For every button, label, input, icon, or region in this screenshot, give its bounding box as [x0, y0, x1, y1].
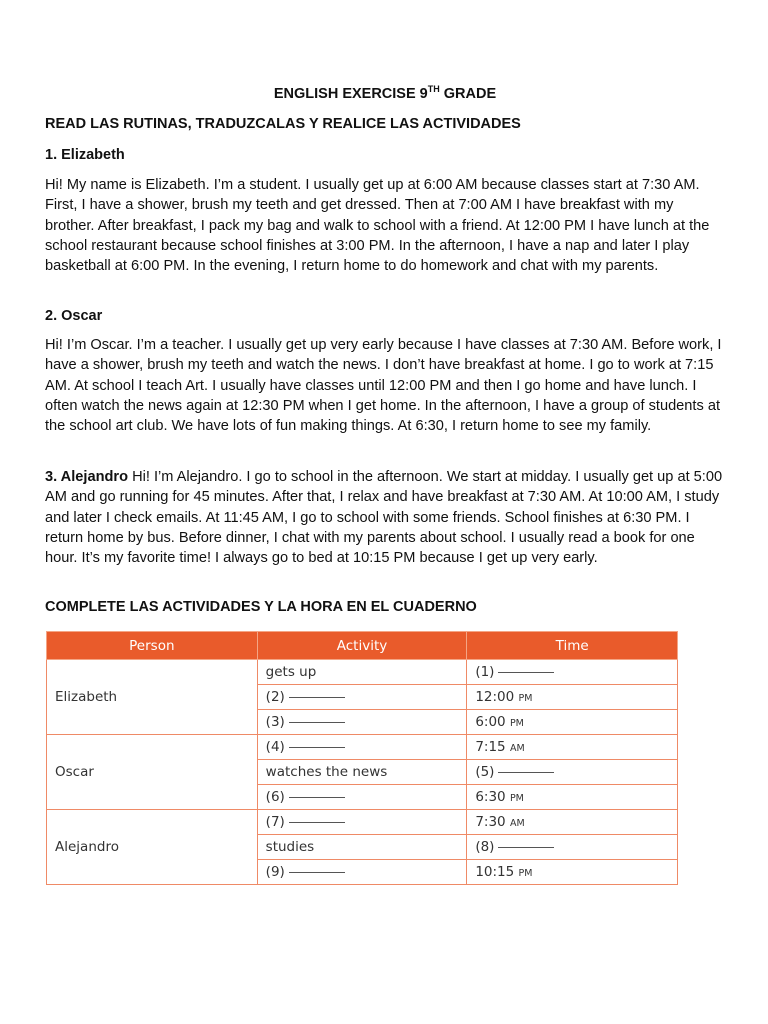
table-header-row	[47, 632, 678, 660]
paragraph-alejandro-text: Hi! I’m Alejandro. I go to school in the afternoon. We start at midday. I usually get up at 5:00 AM and go running for 45 minutes. After that, I relax and have breakfast at 7:30 AM. At 10:00 AM, I study and later I check emails. At 11:45 AM, I go to school with some friends. School finishes at 6:30 PM. I return home by bus. Before dinner, I chat with my parents about school. I usually read a book for one hour. It’s my favorite time! I always go to bed at 10:15 PM because I get up very early.	[45, 469, 723, 567]
instruction-read: READ LAS RUTINAS, TRADUZCALAS Y REALICE LAS ACTIVIDADES	[45, 116, 521, 132]
time-cell	[467, 860, 678, 885]
activity-table	[46, 631, 678, 885]
answer-blank[interactable]	[498, 772, 554, 773]
page-title: ENGLISH EXERCISE 9TH GRADE	[273, 84, 497, 102]
time-value: 10:15	[475, 864, 515, 880]
answer-blank[interactable]	[289, 722, 345, 723]
section-heading-alejandro: 3. Alejandro	[45, 469, 128, 485]
header-person: Person	[47, 632, 258, 660]
table-row	[47, 810, 678, 835]
time-suffix: PM	[518, 868, 533, 879]
activity-text: (7)	[265, 814, 285, 830]
time-cell	[467, 835, 678, 860]
time-suffix: PM	[509, 793, 524, 804]
time-value: 12:00	[475, 689, 515, 705]
time-value: (5)	[475, 764, 495, 780]
time-cell	[467, 710, 678, 735]
time-value: 7:30	[475, 814, 506, 830]
section-heading-oscar: 2. Oscar	[45, 308, 103, 324]
paragraph-oscar: Hi! I’m Oscar. I’m a teacher. I usually get up very early because I have classes at 7:30 AM. Before work, I have a shower, brush my teeth and watch the news. I don’t have breakfast at home. I go to work at 7:15 AM. At school I teach Art. I usually have classes until 12:00 PM and then I go home and have lunch. I often watch the news again at 12:30 PM when I get home. In the afternoon, I have a group of students at the school art club. We have lots of fun making things. At 6:30, I return home to see my family.	[45, 337, 722, 435]
answer-blank[interactable]	[498, 847, 554, 848]
time-value: 6:00	[475, 714, 506, 730]
table-row	[47, 660, 678, 685]
time-cell	[467, 685, 678, 710]
activity-text: (2)	[265, 689, 285, 705]
activity-cell	[257, 710, 467, 735]
table-row	[47, 735, 678, 760]
activity-text: (3)	[265, 714, 285, 730]
instruction-complete: COMPLETE LAS ACTIVIDADES Y LA HORA EN EL CUADERNO	[45, 599, 477, 615]
header-time: Time	[467, 632, 678, 660]
person-cell: Oscar	[47, 735, 258, 810]
section-heading-elizabeth: 1. Elizabeth	[45, 147, 125, 163]
time-value: 6:30	[475, 789, 506, 805]
time-suffix: PM	[518, 693, 533, 704]
time-suffix: PM	[509, 718, 524, 729]
person-cell: Alejandro	[47, 810, 258, 885]
time-cell	[467, 735, 678, 760]
time-cell	[467, 760, 678, 785]
activity-cell	[257, 785, 467, 810]
activity-cell	[257, 685, 467, 710]
answer-blank[interactable]	[289, 747, 345, 748]
time-value: 7:15	[475, 739, 506, 755]
time-cell	[467, 785, 678, 810]
activity-text: watches the news	[265, 764, 388, 780]
activity-cell	[257, 660, 467, 685]
answer-blank[interactable]	[289, 697, 345, 698]
activity-text: studies	[265, 839, 315, 855]
activity-cell	[257, 860, 467, 885]
answer-blank[interactable]	[498, 672, 554, 673]
answer-blank[interactable]	[289, 872, 345, 873]
activity-text: gets up	[265, 664, 317, 680]
time-suffix: AM	[509, 743, 525, 754]
activity-cell	[257, 760, 467, 785]
time-suffix: AM	[509, 818, 525, 829]
activity-text: (6)	[265, 789, 285, 805]
paragraph-alejandro	[45, 467, 723, 568]
person-cell: Elizabeth	[47, 660, 258, 735]
time-value: (8)	[475, 839, 495, 855]
activity-text: (9)	[265, 864, 285, 880]
answer-blank[interactable]	[289, 797, 345, 798]
time-cell	[467, 810, 678, 835]
activity-cell	[257, 735, 467, 760]
header-activity: Activity	[257, 632, 467, 660]
activity-text: (4)	[265, 739, 285, 755]
answer-blank[interactable]	[289, 822, 345, 823]
time-cell	[467, 660, 678, 685]
table-body	[47, 660, 678, 885]
activity-cell	[257, 810, 467, 835]
paragraph-elizabeth: Hi! My name is Elizabeth. I’m a student. I usually get up at 6:00 AM because classes start at 7:30 AM. First, I have a shower, brush my teeth and get dressed. Then at 7:00 AM I have breakfast with my brother. After breakfast, I pack my bag and walk to school with a friend. At 12:00 PM I have lunch at the school restaurant because school finishes at 3:00 PM. In the afternoon, I have a nap and later I play basketball at 6:00 PM. In the evening, I return home to do homework and chat with my parents.	[45, 177, 710, 275]
time-value: (1)	[475, 664, 495, 680]
activity-cell	[257, 835, 467, 860]
